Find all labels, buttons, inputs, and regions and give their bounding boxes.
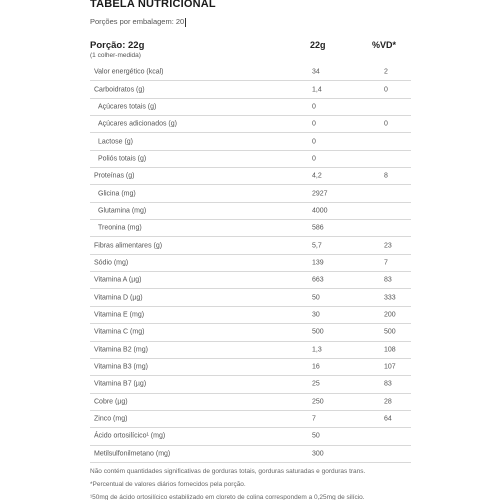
vd-value: 107 [384,363,396,371]
nutrient-name: Vitamina A (µg) [94,276,142,284]
footnotes [90,465,420,500]
nutrient-name: Açúcares adicionados (g) [98,120,177,128]
nutrient-name: Vitamina B3 (mg) [94,363,148,371]
nutrient-name: Vitamina D (µg) [94,294,143,302]
table-row [90,376,411,393]
nutrient-name: Açúcares totais (g) [98,103,157,111]
vd-value: 500 [384,328,396,336]
nutrient-name: Vitamina E (mg) [94,311,145,319]
table-header [90,40,411,66]
vd-value: 0 [384,86,388,94]
vd-value: 108 [384,346,396,354]
quantity-value: 34 [312,68,320,76]
table-row [90,64,411,81]
quantity-value: 0 [312,120,316,128]
nutrition-table [90,64,411,463]
quantity-value: 5,7 [312,242,322,250]
quantity-value: 1,3 [312,346,322,354]
quantity-value: 586 [312,224,324,232]
vd-value: 7 [384,259,388,267]
vd-value: 64 [384,415,392,423]
nutrient-name: Lactose (g) [98,138,134,146]
table-row [90,307,411,324]
quantity-value: 4000 [312,207,328,215]
footnote-line: ¹50mg de ácido ortosilícico estabilizado em cloreto de colina correspondem a 0,25mg de silício. [90,494,365,500]
nutrient-name: Sódio (mg) [94,259,129,267]
nutrient-name: Valor energético (kcal) [94,68,164,76]
vd-value: 83 [384,380,392,388]
vd-value: 0 [384,120,388,128]
quantity-value: 1,4 [312,86,322,94]
nutrient-name: Zinco (mg) [94,415,128,423]
table-row [90,203,411,220]
quantity-value: 4,2 [312,172,322,180]
nutrient-name: Proteínas (g) [94,172,135,180]
table-row [90,151,411,168]
vd-value: 200 [384,311,396,319]
quantity-value: 50 [312,294,320,302]
vd-value: 2 [384,68,388,76]
quantity-value: 139 [312,259,324,267]
quantity-value: 663 [312,276,324,284]
nutrient-name: Metilsulfonilmetano (mg) [94,450,171,458]
quantity-value: 300 [312,450,324,458]
table-row [90,289,411,306]
nutrient-name: Treonina (mg) [98,224,142,232]
table-row [90,185,411,202]
table-row [90,324,411,341]
table-row [90,81,411,98]
table-row [90,446,411,463]
quantity-value: 500 [312,328,324,336]
table-row [90,411,411,428]
table-row [90,359,411,376]
quantity-value: 50 [312,432,320,440]
nutrient-name: Vitamina B2 (mg) [94,346,148,354]
servings-per-package [90,17,186,27]
table-row [90,428,411,445]
page-title: TABELA NUTRICIONAL [90,0,216,10]
vd-value: 333 [384,294,396,302]
quantity-value: 2927 [312,190,328,198]
nutrient-name: Carboidratos (g) [94,86,145,94]
nutrient-name: Vitamina B7 (µg) [94,380,147,388]
quantity-value: 0 [312,103,316,111]
table-row [90,168,411,185]
table-row [90,116,411,133]
nutrient-name: Glutamina (mg) [98,207,147,215]
nutrient-name: Cobre (µg) [94,398,128,406]
portion-label: Porção: 22g [90,40,145,51]
quantity-value: 16 [312,363,320,371]
quantity-value: 25 [312,380,320,388]
table-row [90,342,411,359]
quantity-value: 7 [312,415,316,423]
table-row [90,220,411,237]
quantity-value: 0 [312,155,316,163]
table-row [90,99,411,116]
table-row [90,394,411,411]
table-row [90,272,411,289]
vd-value: 83 [384,276,392,284]
quantity-value: 250 [312,398,324,406]
text-cursor [185,18,186,27]
footnote-line: *Percentual de valores diários fornecidos pela porção. [90,481,246,488]
servings-text: Porções por embalagem: 20 [90,17,185,26]
vd-column-header: %VD* [372,40,397,50]
vd-value: 8 [384,172,388,180]
nutrient-name: Ácido ortosilícico¹ (mg) [94,432,166,440]
footnote-line: Não contém quantidades significativas de gorduras totais, gorduras saturadas e gorduras trans. [90,468,366,475]
nutrient-name: Vitamina C (mg) [94,328,145,336]
table-row [90,237,411,254]
table-row [90,255,411,272]
nutrient-name: Glicina (mg) [98,190,136,198]
portion-sub-label: (1 colher-medida) [90,52,141,59]
quantity-column-header: 22g [310,40,326,50]
vd-value: 28 [384,398,392,406]
nutrient-name: Poliós totais (g) [98,155,147,163]
vd-value: 23 [384,242,392,250]
nutrient-name: Fibras alimentares (g) [94,242,163,250]
quantity-value: 0 [312,138,316,146]
quantity-value: 30 [312,311,320,319]
table-row [90,133,411,150]
